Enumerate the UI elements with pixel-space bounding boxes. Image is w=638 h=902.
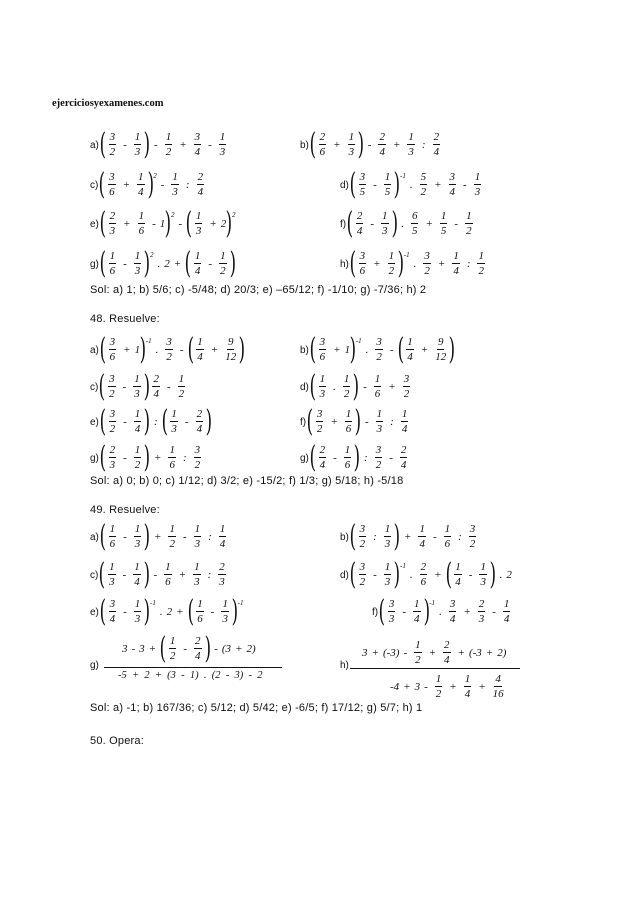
label-d: d): [340, 179, 349, 191]
g-numerator: 3 - 3 + ( 1 2 - 2 4 ) - (3 + 2): [122, 631, 256, 666]
label-c: c): [90, 179, 99, 191]
solution-48: Sol: a) 0; b) 0; c) 1/12; d) 3/2; e) -15/2; f) 1/3; g) 5/18; h) -5/18: [90, 475, 404, 487]
label-h: h): [340, 660, 349, 671]
g-fraction-bar: [104, 667, 282, 668]
exercise-50-title: 50. Opera:: [90, 735, 144, 747]
exercise-49b: b) ( 3 2 : 1 3 ) + $\frac{1}{4}$ - 1 6 : 3 2: [340, 519, 476, 554]
solution-49: Sol: a) -1; b) 167/36; c) 5/12; d) 5/42; e) -6/5; f) 17/12; g) 5/7; h) 1: [90, 702, 423, 714]
h-fraction-bar: [350, 668, 520, 669]
label-d: d): [340, 569, 349, 581]
exercise-47b: b) ( 2 6 + $\frac{1}{3}$ ) - 2 4 + $\frac{1}{3}$ : 2 4: [300, 127, 440, 162]
exercise-48f: f) ( 3 2 + $\frac{1}{6}$ ) - 1 3 : 1 4: [300, 404, 408, 439]
label-g: g): [90, 452, 99, 464]
exercise-47c: c) ( 3 6 + $\frac{1}{4}$ ) 2 - 1 3 : 2 4: [90, 167, 204, 202]
label-a: a): [90, 531, 99, 543]
label-b: b): [300, 139, 309, 151]
exercise-47d: d) ( 3 5 - 1 5 ) -1 . 5 2 + $\frac{3}{4}$ - 1 3: [340, 167, 481, 202]
site-watermark: ejerciciosyexamenes.com: [52, 98, 164, 109]
exercise-48h: g) ( 2 4 - 1 6 ) : 3 2 - 2 4: [300, 440, 407, 475]
exercise-47f: f) ( 2 4 - 1 3 ) . 6 5 + $\frac{1}{5}$ - 1 2: [340, 206, 472, 241]
label-b: b): [300, 344, 309, 356]
exercise-48d: d) ( 1 3 . 1 2 ) - 1 6 + $\frac{3}{2}$: [300, 369, 410, 404]
exercise-49d: d) ( 3 2 - 1 3 ) -1 . 2 6 + ( 1 4 - 1 3 ) . 2: [340, 557, 512, 592]
label-b: b): [340, 531, 349, 543]
label-a: a): [90, 139, 99, 151]
h-denominator: -4 + 3 - 1 2 + $\frac{1}{4}$ + $\frac{4}{16}$: [390, 673, 504, 700]
label-c: c): [90, 569, 99, 581]
exercise-48a: a) ( 3 6 + 1 ) -1 . 3 2 - ( 1 4 + $\frac{9}{12}$ ): [90, 332, 246, 367]
label-a: a): [90, 344, 99, 356]
exercise-49a: a) ( 1 6 - 1 3 ) + $\frac{1}{2}$ - 1 3 : 1 4: [90, 519, 226, 554]
exercise-48b: b) ( 3 6 + 1 ) -1 . 3 2 - ( 1 4 + $\frac{9}{12}$ ): [300, 332, 456, 367]
label-f: f): [300, 416, 307, 428]
solution-47: Sol: a) 1; b) 5/6; c) -5/48; d) 20/3; e) –65/12; f) -1/10; g) -7/36; h) 2: [90, 284, 427, 296]
exercise-49-title: 49. Resuelve:: [90, 504, 160, 516]
label-e: e): [90, 416, 99, 428]
exercise-48-title: 48. Resuelve:: [90, 313, 160, 325]
exercise-48g: g) ( 2 3 - 1 2 ) + $\frac{1}{6}$ : 3 2: [90, 440, 201, 475]
exercise-49f: f) ( 3 3 - 1 4 ) -1 . 3 4 + $\frac{2}{3}$ - 1 4: [372, 594, 510, 629]
label-g: g): [90, 258, 99, 270]
exercise-47g: g) ( 1 6 - 1 3 ) 2 . 2 + ( 1 4 - 1 2 ): [90, 246, 236, 281]
label-f: f): [340, 218, 347, 230]
g-denominator: -5 + 2 + (3 - 1) . (2 - 3) - 2: [118, 670, 263, 681]
label-h: h): [340, 258, 349, 270]
label-e: e): [90, 606, 99, 618]
label-g: g): [90, 660, 99, 671]
label-e: e): [90, 218, 99, 230]
exercise-47a: a) ( 3 2 - 1 3 ) - 1 2 + $\frac{3}{4}$ - 1 3: [90, 127, 226, 162]
label-c: c): [90, 381, 99, 393]
label-f: f): [372, 606, 379, 618]
exercise-47e: e) ( 2 3 + $\frac{1}{6}$ - 1 ) 2 - ( 1 3 + 2 ) 2: [90, 206, 236, 241]
exercise-49c: c) ( 1 3 - 1 4 ) - 1 6 + $\frac{1}{3}$ : 2 3: [90, 557, 225, 592]
exercise-48c: c) ( 3 2 - 1 3 ) 2 4 - 1 2: [90, 369, 185, 404]
exercise-47h: h) ( 3 6 + $\frac{1}{2}$ ) -1 . 3 2 + $\frac{1}{4}$ : 1 2: [340, 246, 484, 281]
exercise-48e: e) ( 3 2 - 1 4 ) : ( 1 3 - 2 4 ): [90, 404, 213, 439]
h-numerator: 3 + (-3) - 1 2 + $\frac{2}{4}$ + (-3 + 2): [362, 639, 507, 666]
exercise-49e: e) ( 3 4 - 1 3 ) -1 . 2 + ( 1 6 - 1 3 ) -1: [90, 594, 244, 629]
label-d: d): [300, 381, 309, 393]
label-h: g): [300, 452, 309, 464]
